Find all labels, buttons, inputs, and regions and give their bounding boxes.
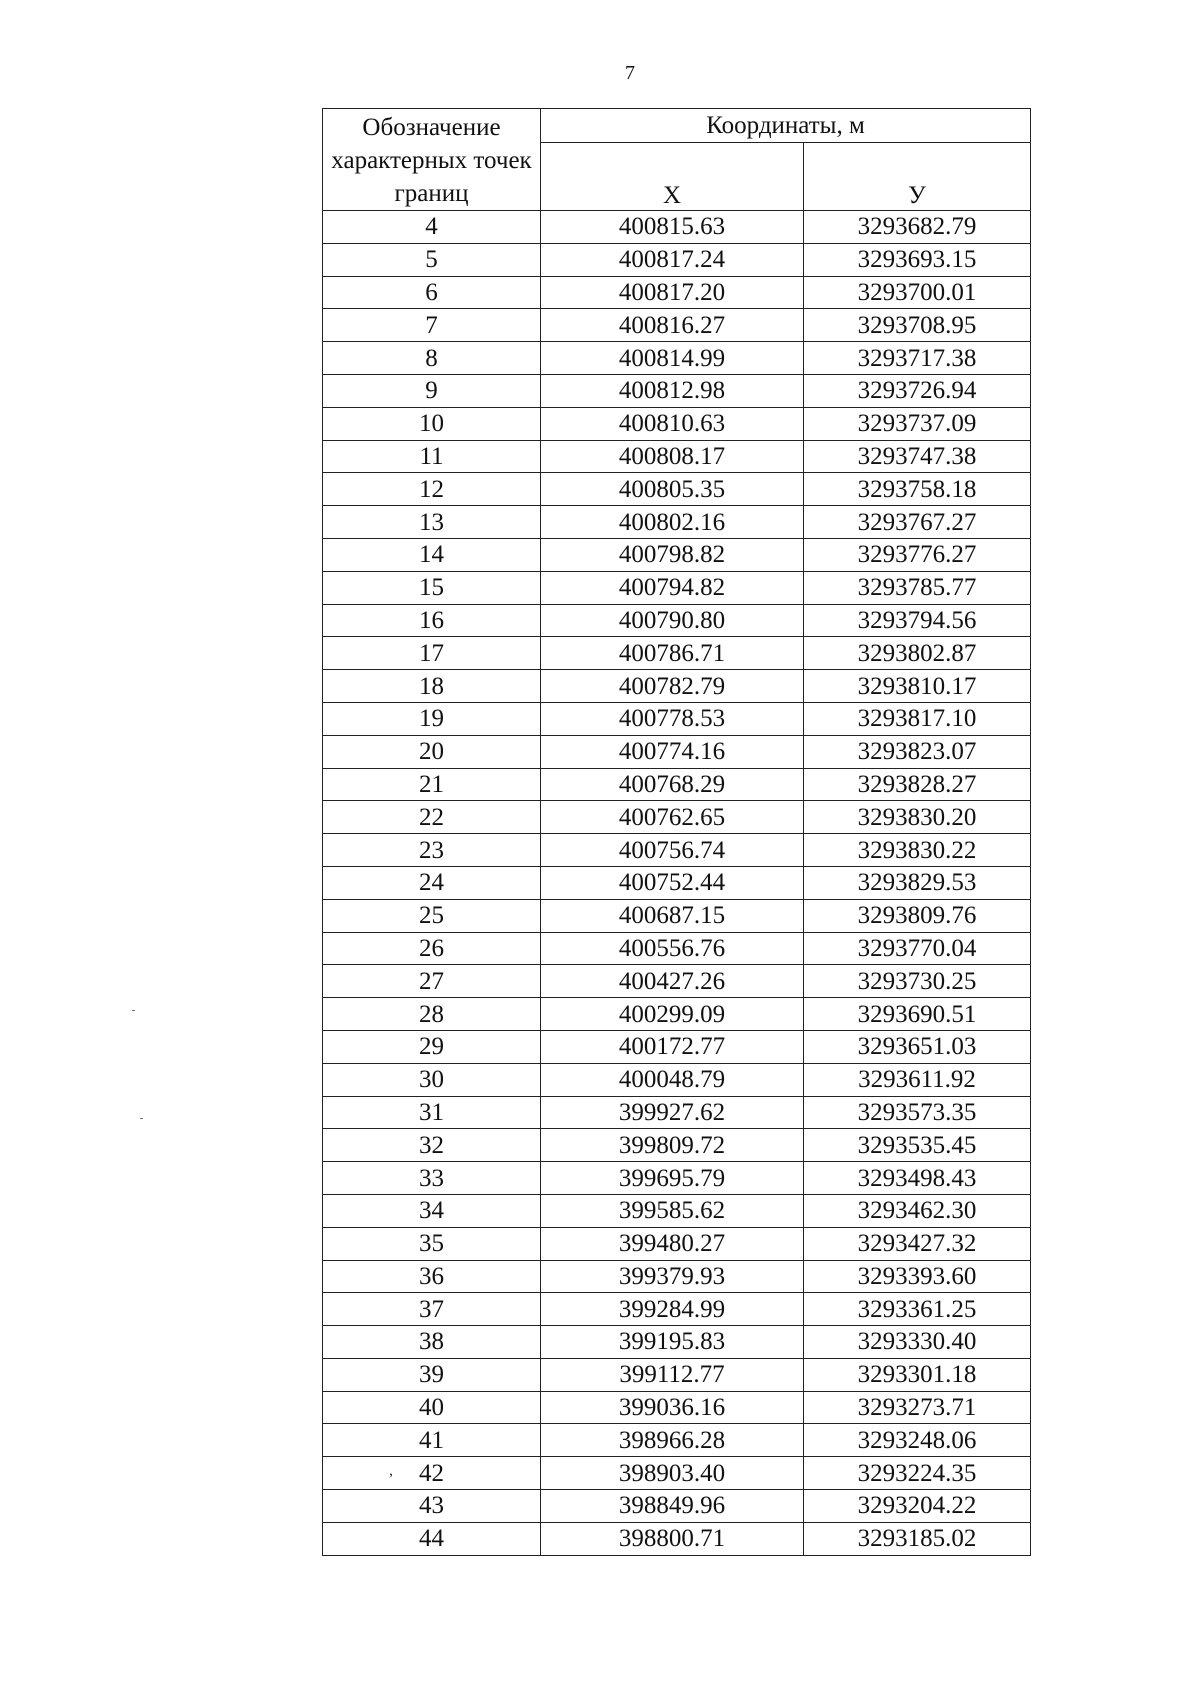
cell-point: 43 bbox=[323, 1490, 541, 1523]
cell-y: 3293823.07 bbox=[804, 735, 1031, 768]
table-row bbox=[323, 1293, 1031, 1326]
cell-y: 3293802.87 bbox=[804, 637, 1031, 670]
cell-x: 398849.96 bbox=[541, 1490, 804, 1523]
cell-y: 3293330.40 bbox=[804, 1326, 1031, 1359]
table-row bbox=[323, 1063, 1031, 1096]
coordinates-table bbox=[322, 108, 1031, 1556]
cell-point: 40 bbox=[323, 1391, 541, 1424]
cell-point: 31 bbox=[323, 1096, 541, 1129]
cell-y: 3293682.79 bbox=[804, 211, 1031, 244]
cell-y: 3293248.06 bbox=[804, 1424, 1031, 1457]
table-row bbox=[323, 374, 1031, 407]
cell-x: 400687.15 bbox=[541, 899, 804, 932]
header-x: X bbox=[541, 143, 804, 211]
cell-x: 400762.65 bbox=[541, 801, 804, 834]
table-row bbox=[323, 1030, 1031, 1063]
cell-x: 399036.16 bbox=[541, 1391, 804, 1424]
cell-x: 400299.09 bbox=[541, 998, 804, 1031]
table-row bbox=[323, 440, 1031, 473]
cell-y: 3293794.56 bbox=[804, 604, 1031, 637]
cell-x: 400808.17 bbox=[541, 440, 804, 473]
cell-point: 34 bbox=[323, 1194, 541, 1227]
cell-y: 3293776.27 bbox=[804, 538, 1031, 571]
margin-mark bbox=[132, 1010, 135, 1011]
cell-x: 399379.93 bbox=[541, 1260, 804, 1293]
cell-x: 399480.27 bbox=[541, 1227, 804, 1260]
table-row bbox=[323, 637, 1031, 670]
cell-y: 3293690.51 bbox=[804, 998, 1031, 1031]
table-row bbox=[323, 965, 1031, 998]
table-row bbox=[323, 1391, 1031, 1424]
cell-point: 4 bbox=[323, 211, 541, 244]
cell-point: 21 bbox=[323, 768, 541, 801]
cell-y: 3293817.10 bbox=[804, 702, 1031, 735]
cell-point: 10 bbox=[323, 407, 541, 440]
table-row bbox=[323, 670, 1031, 703]
table-row bbox=[323, 1129, 1031, 1162]
cell-x: 399809.72 bbox=[541, 1129, 804, 1162]
cell-y: 3293737.09 bbox=[804, 407, 1031, 440]
cell-y: 3293273.71 bbox=[804, 1391, 1031, 1424]
cell-y: 3293770.04 bbox=[804, 932, 1031, 965]
table-row bbox=[323, 506, 1031, 539]
cell-x: 400778.53 bbox=[541, 702, 804, 735]
table-row bbox=[323, 1227, 1031, 1260]
cell-x: 399112.77 bbox=[541, 1358, 804, 1391]
cell-x: 398966.28 bbox=[541, 1424, 804, 1457]
cell-x: 400817.20 bbox=[541, 276, 804, 309]
table-row bbox=[323, 1522, 1031, 1555]
cell-x: 400812.98 bbox=[541, 374, 804, 407]
cell-y: 3293830.20 bbox=[804, 801, 1031, 834]
table-row bbox=[323, 768, 1031, 801]
cell-x: 399284.99 bbox=[541, 1293, 804, 1326]
cell-point: 11 bbox=[323, 440, 541, 473]
cell-y: 3293758.18 bbox=[804, 473, 1031, 506]
cell-point: 36 bbox=[323, 1260, 541, 1293]
cell-x: 400782.79 bbox=[541, 670, 804, 703]
cell-point: 44 bbox=[323, 1522, 541, 1555]
cell-y: 3293726.94 bbox=[804, 374, 1031, 407]
cell-y: 3293693.15 bbox=[804, 243, 1031, 276]
cell-point: 39 bbox=[323, 1358, 541, 1391]
cell-x: 398903.40 bbox=[541, 1457, 804, 1490]
table-row bbox=[323, 1096, 1031, 1129]
cell-point: 9 bbox=[323, 374, 541, 407]
cell-point: 32 bbox=[323, 1129, 541, 1162]
table-row bbox=[323, 899, 1031, 932]
cell-y: 3293224.35 bbox=[804, 1457, 1031, 1490]
table-row bbox=[323, 1326, 1031, 1359]
cell-point: 41 bbox=[323, 1424, 541, 1457]
cell-y: 3293573.35 bbox=[804, 1096, 1031, 1129]
cell-x: 400798.82 bbox=[541, 538, 804, 571]
comma-mark: , bbox=[389, 1462, 393, 1479]
table-row bbox=[323, 702, 1031, 735]
cell-y: 3293427.32 bbox=[804, 1227, 1031, 1260]
cell-y: 3293828.27 bbox=[804, 768, 1031, 801]
table-row bbox=[323, 1358, 1031, 1391]
cell-x: 400048.79 bbox=[541, 1063, 804, 1096]
cell-x: 400786.71 bbox=[541, 637, 804, 670]
table-row bbox=[323, 604, 1031, 637]
cell-point: 6 bbox=[323, 276, 541, 309]
cell-x: 400815.63 bbox=[541, 211, 804, 244]
cell-point: 16 bbox=[323, 604, 541, 637]
cell-point: 35 bbox=[323, 1227, 541, 1260]
cell-x: 400814.99 bbox=[541, 342, 804, 375]
cell-point: 38 bbox=[323, 1326, 541, 1359]
cell-point: 5 bbox=[323, 243, 541, 276]
page-number: 7 bbox=[625, 62, 635, 84]
cell-y: 3293785.77 bbox=[804, 571, 1031, 604]
table-row bbox=[323, 998, 1031, 1031]
cell-y: 3293700.01 bbox=[804, 276, 1031, 309]
margin-mark bbox=[140, 1118, 143, 1119]
table-row bbox=[323, 342, 1031, 375]
cell-point: 30 bbox=[323, 1063, 541, 1096]
cell-point: 20 bbox=[323, 735, 541, 768]
table-row bbox=[323, 801, 1031, 834]
table-row bbox=[323, 1457, 1031, 1490]
cell-x: 400802.16 bbox=[541, 506, 804, 539]
cell-y: 3293611.92 bbox=[804, 1063, 1031, 1096]
cell-y: 3293830.22 bbox=[804, 834, 1031, 867]
cell-point: 42 bbox=[323, 1457, 541, 1490]
cell-point: 25 bbox=[323, 899, 541, 932]
cell-y: 3293361.25 bbox=[804, 1293, 1031, 1326]
cell-x: 400427.26 bbox=[541, 965, 804, 998]
cell-x: 400756.74 bbox=[541, 834, 804, 867]
table-row bbox=[323, 473, 1031, 506]
cell-y: 3293462.30 bbox=[804, 1194, 1031, 1227]
cell-x: 400790.80 bbox=[541, 604, 804, 637]
cell-y: 3293747.38 bbox=[804, 440, 1031, 473]
cell-point: 28 bbox=[323, 998, 541, 1031]
cell-point: 17 bbox=[323, 637, 541, 670]
cell-x: 400816.27 bbox=[541, 309, 804, 342]
cell-y: 3293810.17 bbox=[804, 670, 1031, 703]
cell-y: 3293301.18 bbox=[804, 1358, 1031, 1391]
cell-point: 14 bbox=[323, 538, 541, 571]
cell-y: 3293185.02 bbox=[804, 1522, 1031, 1555]
cell-y: 3293767.27 bbox=[804, 506, 1031, 539]
cell-y: 3293204.22 bbox=[804, 1490, 1031, 1523]
cell-point: 13 bbox=[323, 506, 541, 539]
header-y: У bbox=[804, 143, 1031, 211]
cell-point: 29 bbox=[323, 1030, 541, 1063]
cell-y: 3293717.38 bbox=[804, 342, 1031, 375]
cell-point: 23 bbox=[323, 834, 541, 867]
cell-x: 400556.76 bbox=[541, 932, 804, 965]
cell-x: 399195.83 bbox=[541, 1326, 804, 1359]
table-body bbox=[323, 211, 1031, 1556]
table-row bbox=[323, 1490, 1031, 1523]
cell-y: 3293809.76 bbox=[804, 899, 1031, 932]
cell-point: 24 bbox=[323, 866, 541, 899]
cell-point: 22 bbox=[323, 801, 541, 834]
cell-point: 8 bbox=[323, 342, 541, 375]
cell-y: 3293730.25 bbox=[804, 965, 1031, 998]
table-row bbox=[323, 1260, 1031, 1293]
table-row bbox=[323, 243, 1031, 276]
cell-point: 18 bbox=[323, 670, 541, 703]
cell-point: 19 bbox=[323, 702, 541, 735]
cell-x: 400172.77 bbox=[541, 1030, 804, 1063]
table-row bbox=[323, 735, 1031, 768]
cell-x: 399927.62 bbox=[541, 1096, 804, 1129]
cell-y: 3293535.45 bbox=[804, 1129, 1031, 1162]
table-row bbox=[323, 1424, 1031, 1457]
cell-y: 3293498.43 bbox=[804, 1162, 1031, 1195]
header-coordinates: Координаты, м bbox=[541, 109, 1031, 143]
cell-point: 33 bbox=[323, 1162, 541, 1195]
cell-x: 398800.71 bbox=[541, 1522, 804, 1555]
cell-x: 399585.62 bbox=[541, 1194, 804, 1227]
table-row bbox=[323, 932, 1031, 965]
cell-point: 37 bbox=[323, 1293, 541, 1326]
table-row bbox=[323, 1162, 1031, 1195]
table-row bbox=[323, 1194, 1031, 1227]
table-row bbox=[323, 309, 1031, 342]
header-point-designation: Обозначение характерных точек границ bbox=[323, 109, 541, 211]
cell-y: 3293393.60 bbox=[804, 1260, 1031, 1293]
table-row bbox=[323, 276, 1031, 309]
cell-x: 400805.35 bbox=[541, 473, 804, 506]
cell-point: 27 bbox=[323, 965, 541, 998]
cell-x: 400774.16 bbox=[541, 735, 804, 768]
cell-point: 15 bbox=[323, 571, 541, 604]
cell-x: 400810.63 bbox=[541, 407, 804, 440]
cell-y: 3293829.53 bbox=[804, 866, 1031, 899]
cell-point: 12 bbox=[323, 473, 541, 506]
table-row bbox=[323, 407, 1031, 440]
cell-x: 399695.79 bbox=[541, 1162, 804, 1195]
table-row bbox=[323, 538, 1031, 571]
cell-x: 400794.82 bbox=[541, 571, 804, 604]
cell-y: 3293651.03 bbox=[804, 1030, 1031, 1063]
cell-x: 400768.29 bbox=[541, 768, 804, 801]
table-row bbox=[323, 571, 1031, 604]
cell-point: 7 bbox=[323, 309, 541, 342]
cell-y: 3293708.95 bbox=[804, 309, 1031, 342]
table-row bbox=[323, 211, 1031, 244]
table-row bbox=[323, 834, 1031, 867]
cell-point: 26 bbox=[323, 932, 541, 965]
table-row bbox=[323, 866, 1031, 899]
cell-x: 400817.24 bbox=[541, 243, 804, 276]
cell-x: 400752.44 bbox=[541, 866, 804, 899]
